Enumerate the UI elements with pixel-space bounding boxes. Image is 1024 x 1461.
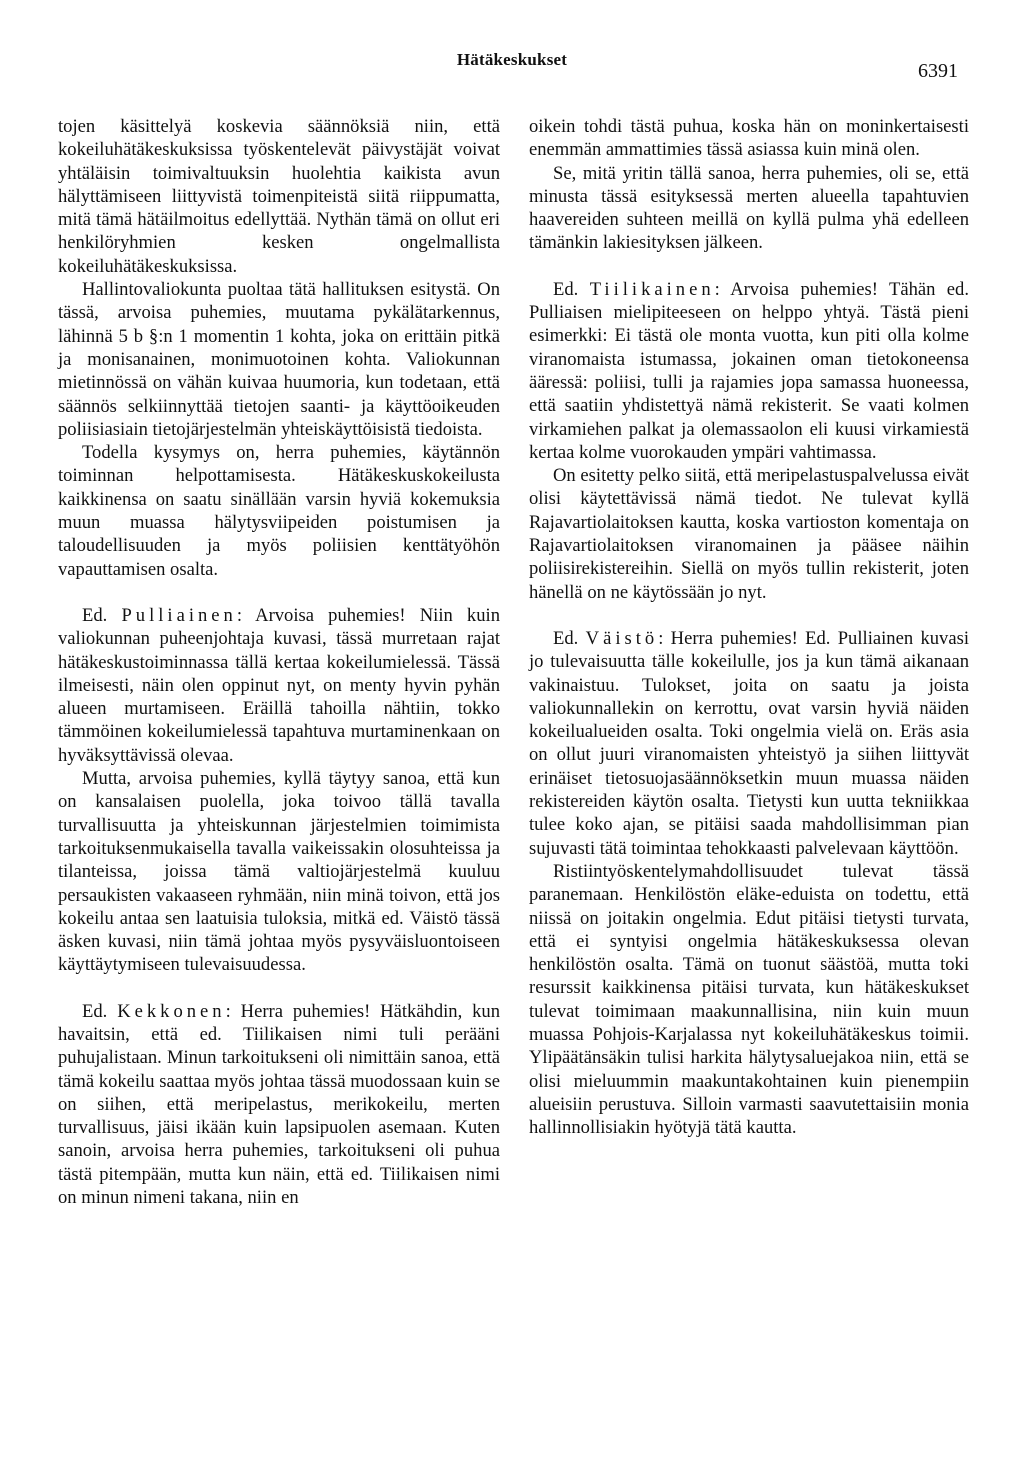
right-column — [529, 115, 969, 1139]
page-number: 6391 — [918, 60, 958, 82]
speaker-prefix: Ed. — [82, 1000, 108, 1022]
paragraph: Hallintovaliokunta puoltaa tätä hallituksen esitystä. On tässä, arvoisa puhemies, muutama pykälätarkennus, lähinnä 5 b §:n 1 momentin 1 kohta, joka on erittäin pitkä ja monisanainen, monimuotoinen kohta. Valiokunnan mietinnössä on vähän kuivaa huumoria, kun todetaan, että säännös selkiinnyttää tietojen saanti- ja käyttöoikeuden poliisiasiain tietojärjestelmän yhteiskäyttöisistä tiedoista. — [58, 279, 500, 440]
left-column — [58, 115, 500, 1209]
speech-paragraph — [58, 604, 500, 767]
paragraph: Ristiintyöskentelymahdollisuudet tulevat tässä paranemaan. Henkilöstön eläke-eduista on todettu, että niissä on joitakin ongelmia. Edut pitäisi tietysti turvata, että ei syntyisi ongelmia hätäkeskuksessa olevan henkilöstön osalta. Tämä on tuonut säästöä, mutta toki resurssit kaikkinensa pitäisi turvata, kun hätäkeskukset tulevat toimimaan maakunnallisina, niin kuin muun muassa Pohjois-Karjalassa nyt kokeiluhätäkeskus toimii. Ylipäätänsäkin tulisi harkita hälytysaluejakoa niin, että se olisi mieluummin maakuntakohtainen kuin pienempiin alueisiin perustuva. Silloin varmasti saavutettaisiin monia hallinnollisiakin hyötyjä tätä kautta. — [529, 860, 969, 1139]
speech-text: : Herra puhemies! Hätkähdin, kun havaitsin, että ed. Tiilikaisen nimi tuli perääni puhujalistaan. Minun tarkoitukseni oli nimittäin sanoa, että tämä kokeilu saattaa myös johtaa tässä muodossaan kuin se on siihen, että meripelastus, merikokeilu, merten turvallisuus, jäisi ikään kuin lapsipuolen asemaan. Kuten sanoin, arvoisa herra puhemies, tarkoitukseni oli puhua tästä pitempään, mutta kun näin, että ed. Tiilikaisen nimi on minun nimeni takana, niin en — [58, 1000, 501, 1209]
running-title: Hätäkeskukset — [456, 50, 568, 69]
speaker-prefix: Ed. — [82, 604, 108, 626]
paragraph: tojen käsittelyä koskevia säännöksiä niin, että kokeiluhätäkeskuksissa työskentelevät päivystäjät voivat yhtäläisin toimivaltuuksin huolehtia kaikista avun hälyttämiseen liittyvistä toimenpiteistä siitä riippumatta, mitä tämä hätäilmoitus edellyttää. Nythän tämä on ollut eri henkilöryhmien kesken ongelmallista kokeiluhätäkeskuksissa. — [58, 116, 500, 277]
paragraph: On esitetty pelko siitä, että meripelastuspalvelussa eivät olisi käytettävissä nämä tiedot. Ne tulevat kyllä Rajavartiolaitoksen kautta, koska vartioston komentaja on Rajavartiolaitoksen viranomainen ja pääsee näihin poliisirekistereihin. Siellä on myös tullin rekisterit, joten hänellä on ne käytössään jo nyt. — [529, 465, 969, 603]
speaker-name: Pulliainen — [121, 604, 237, 626]
paragraph: Mutta, arvoisa puhemies, kyllä täytyy sanoa, että kun on kansalaisen puolella, joka toivoo tällä tavalla turvallisuutta ja yhteiskunnan järjestelmien toimimista tarkoituksenmukaisella tavalla vaikeissakin olosuhteissa ja tilanteissa, joissa tämä valtiojärjestelmä kuuluu persaukisten vakaaseen ryhmään, niin minä toivon, että jos kokeilu antaa sen laatuisia tuloksia, mitkä ed. Väistö tässä äsken kuvasi, niin tämä johtaa myös pysyväisluontoiseen käyttäytymiseen tulevaisuudessa. — [58, 768, 500, 976]
speaker-name: Tiilikainen — [589, 278, 715, 300]
speech-paragraph — [58, 1000, 500, 1210]
speaker-prefix: Ed. — [553, 627, 579, 649]
speech-text: : Arvoisa puhemies! Tähän ed. Pulliaisen mielipiteeseen on helppo yhtyä. Tästä pieni esimerkki: Ei tästä ole monta vuotta, kun piti olla kolme viranomaista istumassa, jokainen oman tietokoneensa ääressä: poliisi, tulli ja rajamies jopa samassa huoneessa, että saatiin yhdistettyä nämä rekisterit. Se vaati kolmen virkamiehen palkat ja olemassaolon eli kuusi virkamiestä kertaa kolme vuorokauden ympäri vahtimassa. — [529, 278, 970, 463]
speech-paragraph — [529, 278, 969, 464]
speaker-prefix: Ed. — [553, 278, 579, 300]
speech-text: : Arvoisa puhemies! Niin kuin valiokunnan puheenjohtaja kuvasi, tässä murretaan rajat hätäkeskustoiminnassa tällä kertaa kokeilumielessä. Tässä ilmeisesti, näin olen oppinut nyt, on menty hyvin pyhän alueen murtamiseen. Eräillä tahoilla nähtiin, tokko tämmöinen kokeilumielessä tapahtuva murtaminenkaan on hyväksyttävissä olevaa. — [58, 604, 500, 766]
speech-text: : Herra puhemies! Ed. Pulliainen kuvasi jo tulevaisuutta tälle kokeilulle, jos ja kun tämä aikanaan vakinaistuu. Tulokset, joita on saatu ja joista valiokunnallekin on kerrottu, ovat varsin hyviä näiden kokeilualueiden osalta. Toki ongelmia vielä on. Eräs asia on ollut juuri viranomaisten yhteistyö ja siihen liittyvät erinäiset tietosuojasäännöksetkin muun muassa näiden rekistereiden käytön osalta. Tietysti kun uutta tekniikkaa tulee koko ajan, se pitäisi saada mahdollisimman pian sujuvasti tätä toimintaa tehokkaasti palvelevaan käyttöön. — [529, 627, 969, 859]
paragraph: oikein tohdi tästä puhua, koska hän on moninkertaisesti enemmän ammattimies tässä asiassa kuin minä olen. — [529, 116, 969, 161]
speaker-name: Väistö — [585, 627, 659, 649]
speaker-name: Kekkonen — [117, 1000, 226, 1022]
paragraph: Se, mitä yritin tällä sanoa, herra puhemies, oli se, että minusta tässä esityksessä merten alueella tapahtuvien haavereiden suhteen meillä on kyllä pulma yhä edelleen tämänkin lakiesityksen jälkeen. — [529, 162, 969, 254]
speech-paragraph — [529, 627, 969, 860]
paragraph: Todella kysymys on, herra puhemies, käytännön toiminnan helpottamisesta. Hätäkeskuskokeilusta kaikkinensa on saatu sinällään varsin hyviä kokemuksia muun muassa hälytysviipeiden poistumisen ja taloudellisuuden ja myös poliisien kenttätyöhön vapauttamisen osalta. — [58, 442, 500, 580]
